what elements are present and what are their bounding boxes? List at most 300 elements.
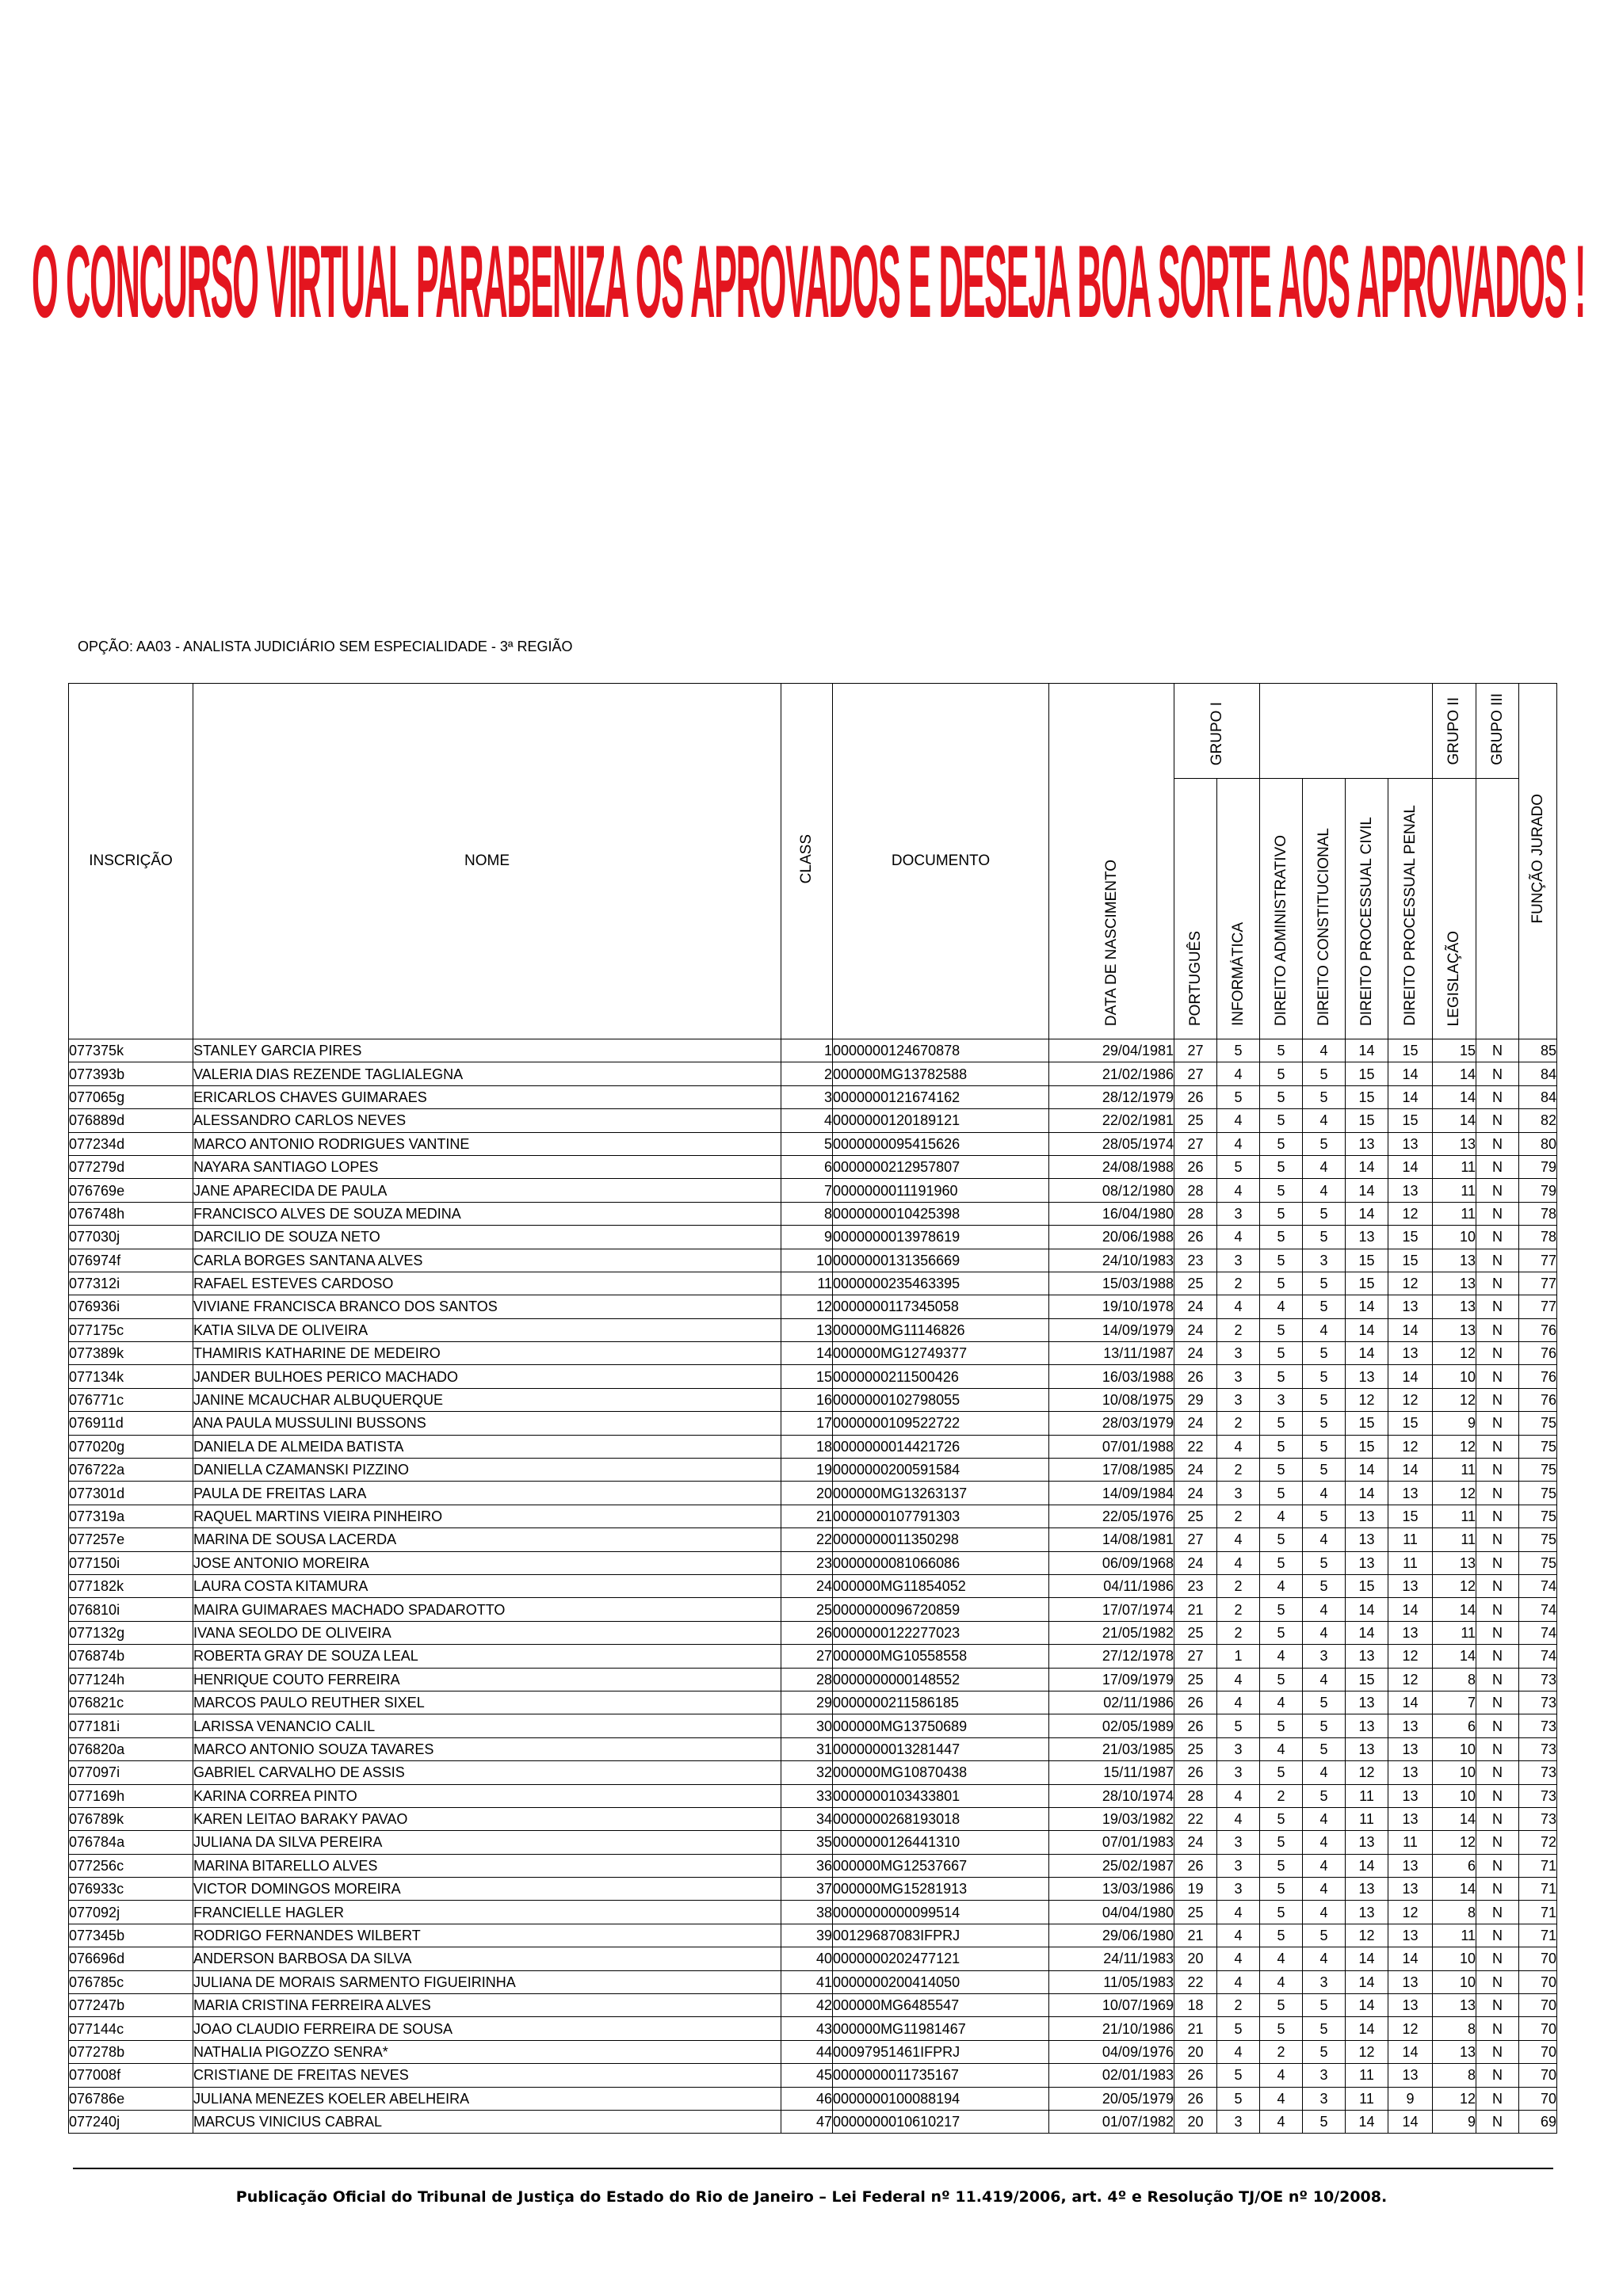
cell-nome: LAURA COSTA KITAMURA (193, 1574, 781, 1597)
cell-data-nascimento: 17/08/1985 (1049, 1459, 1174, 1482)
congratulation-banner (32, 202, 1585, 360)
cell-inscricao: 077301d (69, 1482, 193, 1505)
cell-nome: JULIANA DA SILVA PEREIRA (193, 1831, 781, 1854)
cell-legislacao: 12 (1433, 1574, 1476, 1597)
cell-documento: 000000MG11146826 (833, 1318, 1049, 1341)
cell-inscricao: 076748h (69, 1202, 193, 1225)
table-row (69, 1342, 1557, 1365)
cell-total: 70 (1519, 2087, 1557, 2110)
cell-portugues: 18 (1174, 1994, 1217, 2017)
cell-dir-proc-civil: 14 (1346, 2110, 1388, 2133)
table-row (69, 1505, 1557, 1527)
cell-dir-adm: 5 (1260, 1272, 1303, 1295)
cell-inscricao: 076785c (69, 1970, 193, 1993)
cell-inscricao: 076821c (69, 1691, 193, 1714)
cell-dir-proc-civil: 15 (1346, 1435, 1388, 1458)
cell-nome: DARCILIO DE SOUZA NETO (193, 1226, 781, 1249)
cell-funcao-jurado: N (1476, 1807, 1519, 1830)
cell-documento: 000000MG13263137 (833, 1482, 1049, 1505)
cell-dir-proc-penal: 15 (1388, 1109, 1433, 1132)
cell-legislacao: 11 (1433, 1459, 1476, 1482)
cell-data-nascimento: 27/12/1978 (1049, 1645, 1174, 1668)
cell-informatica: 3 (1217, 1342, 1260, 1365)
cell-documento: 0000000014421726 (833, 1435, 1049, 1458)
cell-inscricao: 076810i (69, 1598, 193, 1621)
cell-class: 1 (781, 1039, 833, 1062)
cell-nome: MAIRA GUIMARAES MACHADO SPADAROTTO (193, 1598, 781, 1621)
cell-total: 72 (1519, 1831, 1557, 1854)
table-row (69, 1085, 1557, 1108)
table-row (69, 1062, 1557, 1085)
cell-dir-adm: 4 (1260, 1645, 1303, 1668)
cell-dir-adm: 5 (1260, 1924, 1303, 1947)
cell-data-nascimento: 22/02/1981 (1049, 1109, 1174, 1132)
cell-dir-proc-penal: 13 (1388, 1295, 1433, 1318)
cell-dir-adm: 5 (1260, 1202, 1303, 1225)
cell-dir-adm: 5 (1260, 1249, 1303, 1272)
cell-funcao-jurado: N (1476, 1085, 1519, 1108)
cell-legislacao: 13 (1433, 1272, 1476, 1295)
cell-nome: LARISSA VENANCIO CALIL (193, 1714, 781, 1737)
cell-class: 43 (781, 2017, 833, 2040)
cell-dir-proc-penal: 13 (1388, 1574, 1433, 1597)
cell-documento: 0000000122277023 (833, 1621, 1049, 1644)
cell-legislacao: 11 (1433, 1528, 1476, 1551)
cell-dir-proc-civil: 14 (1346, 1342, 1388, 1365)
cell-legislacao: 11 (1433, 1924, 1476, 1947)
cell-dir-proc-civil: 12 (1346, 1761, 1388, 1784)
cell-documento: 0000000011191960 (833, 1179, 1049, 1202)
cell-legislacao: 7 (1433, 1691, 1476, 1714)
cell-legislacao: 8 (1433, 1668, 1476, 1691)
header-documento: DOCUMENTO (833, 684, 1049, 1039)
cell-portugues: 26 (1174, 1365, 1217, 1388)
cell-nome: RAQUEL MARTINS VIEIRA PINHEIRO (193, 1505, 781, 1527)
cell-legislacao: 12 (1433, 1435, 1476, 1458)
cell-total: 84 (1519, 1085, 1557, 1108)
cell-inscricao: 077097i (69, 1761, 193, 1784)
cell-dir-const: 5 (1303, 1412, 1346, 1435)
cell-data-nascimento: 13/03/1986 (1049, 1878, 1174, 1901)
table-row (69, 1761, 1557, 1784)
cell-dir-proc-penal: 12 (1388, 1388, 1433, 1411)
cell-informatica: 4 (1217, 1109, 1260, 1132)
cell-dir-proc-penal: 12 (1388, 1668, 1433, 1691)
cell-informatica: 4 (1217, 1924, 1260, 1947)
cell-documento: 000000MG10558558 (833, 1645, 1049, 1668)
cell-legislacao: 10 (1433, 1365, 1476, 1388)
cell-data-nascimento: 04/09/1976 (1049, 2040, 1174, 2063)
cell-dir-adm: 4 (1260, 1737, 1303, 1760)
cell-total: 73 (1519, 1691, 1557, 1714)
cell-documento: 0000000011735167 (833, 2064, 1049, 2087)
cell-funcao-jurado: N (1476, 2064, 1519, 2087)
cell-legislacao: 14 (1433, 1645, 1476, 1668)
cell-funcao-jurado: N (1476, 2040, 1519, 2063)
cell-dir-const: 5 (1303, 1574, 1346, 1597)
cell-funcao-jurado: N (1476, 1854, 1519, 1877)
cell-dir-proc-penal: 15 (1388, 1039, 1433, 1062)
cell-class: 42 (781, 1994, 833, 2017)
cell-funcao-jurado: N (1476, 2087, 1519, 2110)
cell-class: 11 (781, 1272, 833, 1295)
cell-dir-adm: 5 (1260, 1342, 1303, 1365)
cell-dir-proc-penal: 14 (1388, 1598, 1433, 1621)
cell-dir-const: 5 (1303, 1272, 1346, 1295)
cell-documento: 0000000013978619 (833, 1226, 1049, 1249)
cell-inscricao: 076820a (69, 1737, 193, 1760)
cell-legislacao: 6 (1433, 1714, 1476, 1737)
cell-class: 2 (781, 1062, 833, 1085)
cell-inscricao: 077247b (69, 1994, 193, 2017)
cell-funcao-jurado: N (1476, 1551, 1519, 1574)
cell-dir-proc-penal: 12 (1388, 1901, 1433, 1924)
cell-dir-adm: 5 (1260, 2017, 1303, 2040)
cell-dir-const: 5 (1303, 1365, 1346, 1388)
cell-dir-adm: 5 (1260, 1528, 1303, 1551)
cell-documento: 0000000124670878 (833, 1039, 1049, 1062)
cell-class: 17 (781, 1412, 833, 1435)
cell-documento: 0000000102798055 (833, 1388, 1049, 1411)
cell-funcao-jurado: N (1476, 1109, 1519, 1132)
cell-dir-adm: 3 (1260, 1388, 1303, 1411)
cell-portugues: 25 (1174, 1109, 1217, 1132)
cell-portugues: 26 (1174, 1691, 1217, 1714)
cell-dir-proc-penal: 14 (1388, 1947, 1433, 1970)
cell-class: 4 (781, 1109, 833, 1132)
cell-informatica: 5 (1217, 1039, 1260, 1062)
cell-documento: 000000MG11854052 (833, 1574, 1049, 1597)
cell-legislacao: 12 (1433, 1831, 1476, 1854)
cell-inscricao: 077389k (69, 1342, 193, 1365)
cell-funcao-jurado: N (1476, 1784, 1519, 1807)
cell-legislacao: 12 (1433, 2087, 1476, 2110)
cell-total: 73 (1519, 1807, 1557, 1830)
cell-dir-proc-civil: 14 (1346, 1598, 1388, 1621)
cell-portugues: 25 (1174, 1668, 1217, 1691)
cell-portugues: 24 (1174, 1318, 1217, 1341)
cell-dir-proc-penal: 13 (1388, 1621, 1433, 1644)
cell-class: 20 (781, 1482, 833, 1505)
cell-dir-adm: 5 (1260, 1085, 1303, 1108)
cell-inscricao: 076874b (69, 1645, 193, 1668)
cell-dir-const: 3 (1303, 1645, 1346, 1668)
table-row (69, 2087, 1557, 2110)
cell-legislacao: 13 (1433, 1994, 1476, 2017)
cell-portugues: 29 (1174, 1388, 1217, 1411)
cell-documento: 000000MG12749377 (833, 1342, 1049, 1365)
cell-total: 75 (1519, 1459, 1557, 1482)
cell-dir-proc-civil: 14 (1346, 1295, 1388, 1318)
cell-data-nascimento: 19/03/1982 (1049, 1807, 1174, 1830)
cell-dir-proc-civil: 13 (1346, 1878, 1388, 1901)
cell-class: 26 (781, 1621, 833, 1644)
table-row (69, 1970, 1557, 1993)
cell-portugues: 27 (1174, 1062, 1217, 1085)
cell-informatica: 5 (1217, 1085, 1260, 1108)
table-row (69, 1482, 1557, 1505)
header-grupo-1: GRUPO I (1174, 684, 1260, 779)
cell-inscricao: 077345b (69, 1924, 193, 1947)
cell-total: 70 (1519, 1947, 1557, 1970)
footer-divider (73, 2168, 1553, 2169)
header-dir-proc-penal: DIREITO PROCESSUAL PENAL (1388, 779, 1433, 1039)
cell-informatica: 3 (1217, 1854, 1260, 1877)
cell-class: 13 (781, 1318, 833, 1341)
cell-legislacao: 13 (1433, 2040, 1476, 2063)
cell-data-nascimento: 17/09/1979 (1049, 1668, 1174, 1691)
cell-informatica: 4 (1217, 1807, 1260, 1830)
cell-total: 74 (1519, 1574, 1557, 1597)
cell-documento: 0000000000148552 (833, 1668, 1049, 1691)
cell-funcao-jurado: N (1476, 1831, 1519, 1854)
cell-informatica: 3 (1217, 1365, 1260, 1388)
cell-dir-proc-penal: 12 (1388, 2017, 1433, 2040)
cell-legislacao: 10 (1433, 1737, 1476, 1760)
cell-dir-const: 5 (1303, 1737, 1346, 1760)
cell-data-nascimento: 01/07/1982 (1049, 2110, 1174, 2133)
header-inscricao: INSCRIÇÃO (69, 684, 193, 1039)
cell-data-nascimento: 07/01/1983 (1049, 1831, 1174, 1854)
cell-funcao-jurado: N (1476, 1155, 1519, 1178)
cell-dir-proc-penal: 14 (1388, 2040, 1433, 2063)
cell-dir-const: 4 (1303, 1901, 1346, 1924)
cell-documento: 000000MG13782588 (833, 1062, 1049, 1085)
table-row (69, 1109, 1557, 1132)
cell-dir-const: 5 (1303, 1459, 1346, 1482)
cell-inscricao: 077124h (69, 1668, 193, 1691)
cell-portugues: 25 (1174, 1272, 1217, 1295)
cell-dir-adm: 4 (1260, 1295, 1303, 1318)
header-informatica: INFORMÁTICA (1217, 779, 1260, 1039)
cell-class: 27 (781, 1645, 833, 1668)
cell-dir-proc-civil: 13 (1346, 1551, 1388, 1574)
cell-dir-proc-civil: 14 (1346, 1155, 1388, 1178)
cell-legislacao: 12 (1433, 1342, 1476, 1365)
cell-funcao-jurado: N (1476, 1132, 1519, 1155)
option-line: OPÇÃO: AA03 - ANALISTA JUDICIÁRIO SEM ESPECIALIDADE - 3ª REGIÃO (78, 639, 573, 654)
cell-dir-adm: 5 (1260, 1062, 1303, 1085)
cell-inscricao: 077020g (69, 1435, 193, 1458)
cell-documento: 00097951461IFPRJ (833, 2040, 1049, 2063)
cell-documento: 00129687083IFPRJ (833, 1924, 1049, 1947)
cell-portugues: 26 (1174, 1714, 1217, 1737)
cell-total: 75 (1519, 1505, 1557, 1527)
cell-portugues: 21 (1174, 1598, 1217, 1621)
cell-dir-const: 3 (1303, 2064, 1346, 2087)
cell-inscricao: 077319a (69, 1505, 193, 1527)
cell-dir-const: 4 (1303, 1598, 1346, 1621)
cell-inscricao: 077312i (69, 1272, 193, 1295)
cell-funcao-jurado: N (1476, 1947, 1519, 1970)
footer-publication-note: Publicação Oficial do Tribunal de Justiça do Estado do Rio de Janeiro – Lei Federal nº 11.419/2006, art. 4º e Resolução TJ/OE nº 10/2008. (235, 2188, 1388, 2206)
cell-legislacao: 10 (1433, 1970, 1476, 1993)
cell-nome: JANE APARECIDA DE PAULA (193, 1179, 781, 1202)
cell-documento: 0000000096720859 (833, 1598, 1049, 1621)
cell-dir-adm: 5 (1260, 1551, 1303, 1574)
cell-dir-adm: 4 (1260, 2110, 1303, 2133)
cell-total: 75 (1519, 1435, 1557, 1458)
cell-legislacao: 8 (1433, 2064, 1476, 2087)
table-row (69, 1574, 1557, 1597)
cell-data-nascimento: 21/03/1985 (1049, 1737, 1174, 1760)
cell-dir-proc-penal: 14 (1388, 2110, 1433, 2133)
cell-informatica: 2 (1217, 1272, 1260, 1295)
cell-inscricao: 076911d (69, 1412, 193, 1435)
cell-class: 44 (781, 2040, 833, 2063)
cell-informatica: 4 (1217, 2040, 1260, 2063)
cell-data-nascimento: 02/05/1989 (1049, 1714, 1174, 1737)
cell-dir-adm: 5 (1260, 1179, 1303, 1202)
cell-portugues: 25 (1174, 1505, 1217, 1527)
cell-class: 32 (781, 1761, 833, 1784)
cell-documento: 0000000202477121 (833, 1947, 1049, 1970)
cell-total: 77 (1519, 1249, 1557, 1272)
cell-funcao-jurado: N (1476, 1901, 1519, 1924)
table-row (69, 1388, 1557, 1411)
cell-class: 34 (781, 1807, 833, 1830)
cell-dir-const: 4 (1303, 1854, 1346, 1877)
cell-class: 9 (781, 1226, 833, 1249)
cell-data-nascimento: 21/02/1986 (1049, 1062, 1174, 1085)
cell-class: 3 (781, 1085, 833, 1108)
cell-dir-adm: 5 (1260, 1155, 1303, 1178)
cell-funcao-jurado: N (1476, 1039, 1519, 1062)
cell-dir-proc-penal: 12 (1388, 1202, 1433, 1225)
cell-inscricao: 077132g (69, 1621, 193, 1644)
cell-legislacao: 13 (1433, 1551, 1476, 1574)
cell-legislacao: 10 (1433, 1761, 1476, 1784)
header-grupo-3: GRUPO III (1476, 684, 1519, 779)
cell-dir-proc-penal: 13 (1388, 2064, 1433, 2087)
cell-legislacao: 11 (1433, 1505, 1476, 1527)
cell-nome: VICTOR DOMINGOS MOREIRA (193, 1878, 781, 1901)
cell-legislacao: 13 (1433, 1132, 1476, 1155)
cell-informatica: 3 (1217, 1388, 1260, 1411)
cell-class: 38 (781, 1901, 833, 1924)
cell-dir-proc-penal: 14 (1388, 1155, 1433, 1178)
cell-dir-proc-civil: 15 (1346, 1272, 1388, 1295)
cell-dir-const: 5 (1303, 2110, 1346, 2133)
cell-inscricao: 076771c (69, 1388, 193, 1411)
cell-total: 75 (1519, 1551, 1557, 1574)
cell-data-nascimento: 07/01/1988 (1049, 1435, 1174, 1458)
cell-total: 70 (1519, 1970, 1557, 1993)
cell-total: 73 (1519, 1784, 1557, 1807)
cell-legislacao: 14 (1433, 1598, 1476, 1621)
cell-legislacao: 14 (1433, 1085, 1476, 1108)
cell-dir-adm: 5 (1260, 1109, 1303, 1132)
cell-nome: KATIA SILVA DE OLIVEIRA (193, 1318, 781, 1341)
header-grupo-empty (1260, 684, 1433, 779)
cell-nome: MARCUS VINICIUS CABRAL (193, 2110, 781, 2133)
cell-portugues: 24 (1174, 1551, 1217, 1574)
cell-dir-const: 5 (1303, 1388, 1346, 1411)
cell-portugues: 21 (1174, 2017, 1217, 2040)
cell-portugues: 20 (1174, 2110, 1217, 2133)
cell-dir-proc-civil: 15 (1346, 1109, 1388, 1132)
cell-legislacao: 11 (1433, 1179, 1476, 1202)
table-row (69, 1412, 1557, 1435)
cell-class: 41 (781, 1970, 833, 1993)
cell-data-nascimento: 28/10/1974 (1049, 1784, 1174, 1807)
table-row (69, 1878, 1557, 1901)
cell-funcao-jurado: N (1476, 1924, 1519, 1947)
cell-nome: ANDERSON BARBOSA DA SILVA (193, 1947, 781, 1970)
cell-portugues: 27 (1174, 1132, 1217, 1155)
cell-total: 78 (1519, 1226, 1557, 1249)
cell-nome: FRANCIELLE HAGLER (193, 1901, 781, 1924)
cell-documento: 0000000211586185 (833, 1691, 1049, 1714)
cell-nome: VALERIA DIAS REZENDE TAGLIALEGNA (193, 1062, 781, 1085)
cell-informatica: 5 (1217, 2087, 1260, 2110)
cell-total: 71 (1519, 1924, 1557, 1947)
results-body (69, 1039, 1557, 2134)
table-row (69, 2064, 1557, 2087)
cell-nome: VIVIANE FRANCISCA BRANCO DOS SANTOS (193, 1295, 781, 1318)
cell-inscricao: 077144c (69, 2017, 193, 2040)
table-row (69, 1737, 1557, 1760)
cell-informatica: 2 (1217, 1994, 1260, 2017)
cell-documento: 0000000121674162 (833, 1085, 1049, 1108)
cell-dir-const: 4 (1303, 1668, 1346, 1691)
cell-legislacao: 12 (1433, 1482, 1476, 1505)
cell-class: 31 (781, 1737, 833, 1760)
table-row (69, 1901, 1557, 1924)
cell-inscricao: 077030j (69, 1226, 193, 1249)
cell-dir-const: 5 (1303, 1062, 1346, 1085)
cell-inscricao: 076786e (69, 2087, 193, 2110)
cell-data-nascimento: 15/03/1988 (1049, 1272, 1174, 1295)
cell-nome: ANA PAULA MUSSULINI BUSSONS (193, 1412, 781, 1435)
cell-dir-const: 4 (1303, 1318, 1346, 1341)
cell-nome: IVANA SEOLDO DE OLIVEIRA (193, 1621, 781, 1644)
cell-nome: HENRIQUE COUTO FERREIRA (193, 1668, 781, 1691)
cell-funcao-jurado: N (1476, 1412, 1519, 1435)
cell-dir-const: 5 (1303, 1784, 1346, 1807)
cell-nome: ROBERTA GRAY DE SOUZA LEAL (193, 1645, 781, 1668)
cell-dir-proc-penal: 14 (1388, 1691, 1433, 1714)
cell-informatica: 3 (1217, 1878, 1260, 1901)
cell-dir-proc-civil: 15 (1346, 1085, 1388, 1108)
cell-dir-const: 4 (1303, 1831, 1346, 1854)
cell-dir-const: 5 (1303, 1226, 1346, 1249)
cell-dir-const: 5 (1303, 1295, 1346, 1318)
table-row (69, 1435, 1557, 1458)
cell-dir-proc-civil: 14 (1346, 1854, 1388, 1877)
cell-documento: 0000000103433801 (833, 1784, 1049, 1807)
cell-total: 74 (1519, 1621, 1557, 1644)
cell-informatica: 2 (1217, 1574, 1260, 1597)
cell-nome: JULIANA MENEZES KOELER ABELHEIRA (193, 2087, 781, 2110)
cell-dir-adm: 4 (1260, 2087, 1303, 2110)
cell-dir-const: 5 (1303, 1994, 1346, 2017)
cell-data-nascimento: 29/04/1981 (1049, 1039, 1174, 1062)
table-row (69, 1924, 1557, 1947)
table-row (69, 1249, 1557, 1272)
cell-data-nascimento: 06/09/1968 (1049, 1551, 1174, 1574)
cell-portugues: 26 (1174, 1761, 1217, 1784)
cell-informatica: 5 (1217, 1714, 1260, 1737)
cell-dir-proc-penal: 13 (1388, 1970, 1433, 1993)
cell-dir-adm: 5 (1260, 1831, 1303, 1854)
cell-documento: 0000000010610217 (833, 2110, 1049, 2133)
cell-inscricao: 076974f (69, 1249, 193, 1272)
cell-documento: 0000000107791303 (833, 1505, 1049, 1527)
cell-documento: 0000000013281447 (833, 1737, 1049, 1760)
cell-legislacao: 14 (1433, 1062, 1476, 1085)
cell-total: 77 (1519, 1295, 1557, 1318)
